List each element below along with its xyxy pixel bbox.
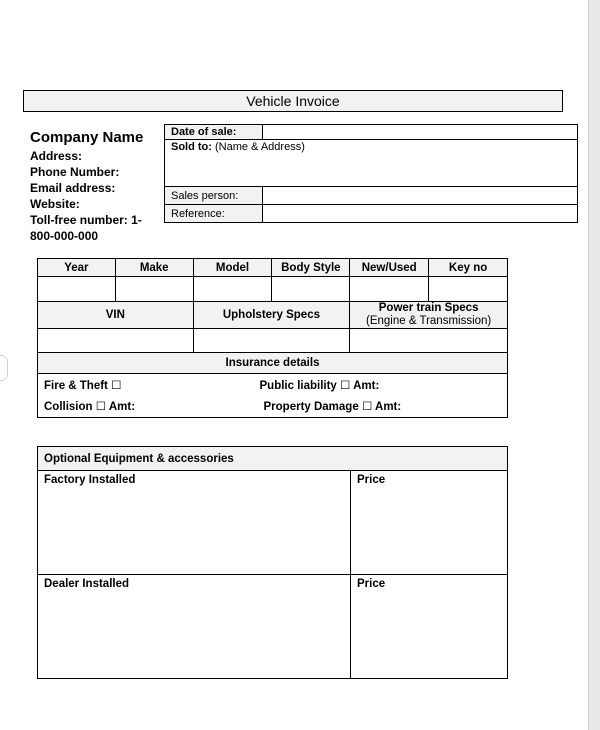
sales-person-label: Sales person: [165, 187, 263, 205]
sold-to-hint: (Name & Address) [215, 141, 305, 153]
property-damage-label: Property Damage [263, 401, 359, 414]
model-header: Model [193, 259, 272, 277]
dealer-price-cell[interactable] [351, 575, 508, 679]
powertrain-header [350, 302, 508, 329]
company-phone: Phone Number: [30, 165, 120, 179]
upholstery-field[interactable] [193, 329, 350, 355]
upholstery-header: Upholstery Specs [193, 302, 350, 329]
optional-equipment-table [37, 446, 508, 679]
fire-theft-checkbox[interactable]: ☐ [111, 379, 122, 392]
key-no-field[interactable] [429, 277, 508, 302]
powertrain-hint: (Engine & Transmission) [365, 315, 492, 327]
optional-equipment-title: Optional Equipment & accessories [38, 447, 508, 471]
company-email: Email address: [30, 181, 116, 195]
key-no-header: Key no [429, 259, 508, 277]
company-tollfree-line2: 800-000-000 [30, 229, 99, 243]
dealer-installed-cell[interactable] [38, 575, 351, 679]
body-style-header: Body Style [272, 259, 350, 277]
factory-price-cell[interactable] [351, 471, 508, 575]
property-damage-row [254, 396, 508, 418]
insurance-table [37, 352, 508, 418]
new-used-header: New/Used [350, 259, 429, 277]
public-liability-row [254, 374, 508, 396]
property-damage-checkbox[interactable]: ☐ [361, 401, 373, 414]
vin-header: VIN [38, 302, 194, 329]
new-used-field[interactable] [350, 277, 429, 302]
company-info [30, 128, 160, 244]
year-field[interactable] [38, 277, 116, 302]
sold-to-field[interactable] [165, 140, 578, 187]
reference-label: Reference: [165, 205, 263, 223]
vehicle-details-table [37, 258, 508, 355]
powertrain-field[interactable] [350, 329, 508, 355]
year-header: Year [38, 259, 116, 277]
collision-amt-label: Amt: [108, 401, 136, 414]
model-field[interactable] [193, 277, 272, 302]
sold-to-label: Sold to: [171, 141, 212, 153]
company-name: Company Name [30, 129, 144, 146]
company-tollfree-line1: Toll-free number: 1- [30, 213, 142, 227]
public-liability-label: Public liability [259, 379, 337, 392]
fire-theft-row [38, 374, 254, 396]
fire-theft-label: Fire & Theft [44, 379, 108, 392]
public-liability-amt-label: Amt: [353, 379, 380, 392]
body-style-field[interactable] [272, 277, 350, 302]
insurance-title: Insurance details [38, 353, 508, 374]
collision-row [38, 396, 254, 418]
date-of-sale-label: Date of sale: [165, 125, 263, 140]
reference-field[interactable] [263, 205, 578, 223]
page-scroll-handle[interactable] [0, 355, 8, 381]
dealer-price-label: Price [357, 578, 386, 590]
factory-price-label: Price [357, 474, 386, 486]
property-damage-amt-label: Amt: [375, 401, 402, 414]
collision-checkbox[interactable]: ☐ [95, 401, 107, 414]
date-of-sale-field[interactable] [263, 125, 578, 140]
make-header: Make [115, 259, 193, 277]
powertrain-label: Power train Specs [378, 302, 479, 314]
factory-installed-label: Factory Installed [44, 474, 136, 486]
factory-installed-cell[interactable] [38, 471, 351, 575]
company-website: Website: [30, 197, 80, 211]
vin-field[interactable] [38, 329, 194, 355]
make-field[interactable] [115, 277, 193, 302]
dealer-installed-label: Dealer Installed [44, 578, 130, 590]
company-address: Address: [30, 149, 83, 163]
public-liability-checkbox[interactable]: ☐ [340, 379, 351, 392]
sales-person-field[interactable] [263, 187, 578, 205]
collision-label: Collision [44, 401, 93, 414]
invoice-title: Vehicle Invoice [23, 90, 563, 112]
sale-details-table [164, 124, 578, 223]
